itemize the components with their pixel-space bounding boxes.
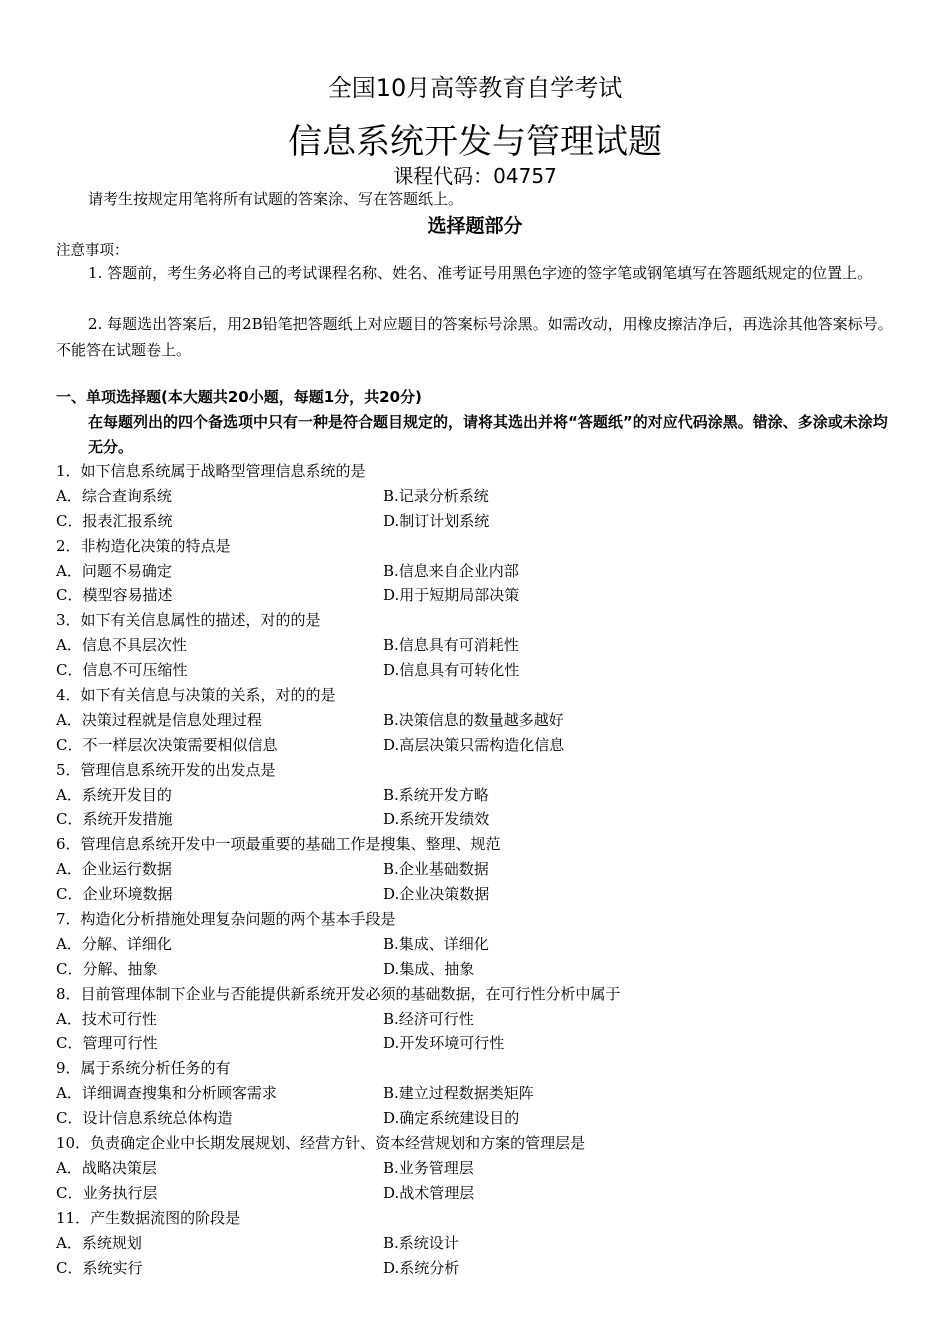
option-a: A．综合查询系统 [56, 486, 172, 505]
question-stem: 11．产生数据流图的阶段是 [56, 1208, 241, 1227]
option-c: C．业务执行层 [56, 1183, 158, 1202]
option-b: B.系统开发方略 [383, 785, 489, 804]
option-a: A．战略决策层 [56, 1158, 157, 1177]
note-item-2: 2. 每题选出答案后，用2B铅笔把答题纸上对应题目的答案标号涂黑。如需改动，用橡皮擦洁净后，再选涂其他答案标号。不能答在试题卷上。 [56, 315, 893, 359]
option-c: C．系统实行 [56, 1258, 143, 1277]
option-b: B.业务管理层 [383, 1158, 474, 1177]
section-title: 选择题部分 [427, 215, 523, 237]
option-row [56, 1156, 916, 1181]
option-d: D.开发环境可行性 [383, 1034, 505, 1053]
course-code: 课程代码：04757 [393, 164, 557, 188]
option-c: C．分解、抽象 [56, 959, 158, 978]
part-instruction: 在每题列出的四个备选项中只有一种是符合题目规定的，请将其选出并将“答题纸”的对应代码涂黑。错涂、多涂或未涂均无分。 [88, 413, 888, 456]
option-a: A．决策过程就是信息处理过程 [56, 710, 262, 729]
option-b: B.信息来自企业内部 [383, 561, 519, 580]
option-row [56, 1106, 916, 1131]
top-instruction: 请考生按规定用笔将所有试题的答案涂、写在答题纸上。 [88, 190, 464, 208]
option-d: D.信息具有可转化性 [383, 661, 520, 680]
option-row [56, 882, 916, 907]
part-title: 一、单项选择题(本大题共20小题，每题1分，共20分) [56, 388, 422, 406]
option-d: D.集成、抽象 [383, 959, 475, 978]
question-stem: 8．目前管理体制下企业与否能提供新系统开发必须的基础数据，在可行性分析中属于 [56, 984, 621, 1003]
option-row [56, 484, 916, 509]
question-stem: 6．管理信息系统开发中一项最重要的基础工作是搜集、整理、规范 [56, 835, 501, 854]
option-b: B.信息具有可消耗性 [383, 636, 519, 655]
option-c: C．不一样层次决策需要相似信息 [56, 735, 278, 754]
option-row [56, 583, 916, 608]
option-row [56, 1081, 916, 1106]
option-d: D.确定系统建设目的 [383, 1109, 520, 1128]
option-row [56, 509, 916, 534]
option-d: D.系统分析 [383, 1258, 460, 1277]
option-a: A．系统规划 [56, 1233, 142, 1252]
option-b: B.企业基础数据 [383, 860, 489, 879]
option-row [56, 1181, 916, 1206]
option-d: D.企业决策数据 [383, 885, 490, 904]
option-row [56, 807, 916, 832]
option-c: C．模型容易描述 [56, 586, 173, 605]
option-a: A．系统开发目的 [56, 785, 172, 804]
option-a: A．信息不具层次性 [56, 636, 187, 655]
option-row [56, 633, 916, 658]
question-stem: 1．如下信息系统属于战略型管理信息系统的是 [56, 462, 366, 480]
option-d: D.系统开发绩效 [383, 810, 490, 829]
option-row [56, 783, 916, 808]
option-b: B.系统设计 [383, 1233, 459, 1252]
note-item-1: 1. 答题前，考生务必将自己的考试课程名称、姓名、准考证号用黑色字迹的签字笔或钢笔填写在答题纸规定的位置上。 [88, 264, 873, 282]
question-list [56, 459, 916, 1280]
option-row [56, 1031, 916, 1056]
option-c: C．系统开发措施 [56, 810, 173, 829]
option-b: B.决策信息的数量越多越好 [383, 710, 564, 729]
question-stem: 4．如下有关信息与决策的关系，对的的是 [56, 686, 336, 705]
question-stem: 9．属于系统分析任务的有 [56, 1059, 231, 1078]
option-c: C．企业环境数据 [56, 885, 173, 904]
option-a: A．分解、详细化 [56, 934, 172, 953]
option-row [56, 1007, 916, 1032]
option-a: A．详细调查搜集和分析顾客需求 [56, 1084, 277, 1103]
paper-title: 信息系统开发与管理试题 [288, 122, 662, 162]
option-row [56, 559, 916, 584]
option-c: C．信息不可压缩性 [56, 661, 188, 680]
question-stem: 7．构造化分析措施处理复杂问题的两个基本手段是 [56, 910, 396, 929]
option-a: A．企业运行数据 [56, 860, 172, 879]
option-row [56, 708, 916, 733]
option-row [56, 1256, 916, 1281]
option-c: C．设计信息系统总体构造 [56, 1109, 233, 1128]
option-row [56, 733, 916, 758]
option-c: C．管理可行性 [56, 1034, 158, 1053]
option-a: A．问题不易确定 [56, 561, 172, 580]
option-b: B.建立过程数据类矩阵 [383, 1084, 534, 1103]
option-row [56, 658, 916, 683]
question-stem: 5．管理信息系统开发的出发点是 [56, 760, 276, 779]
question-stem: 10．负责确定企业中长期发展规划、经营方针、资本经营规划和方案的管理层是 [56, 1134, 586, 1153]
option-d: D.用于短期局部决策 [383, 586, 520, 605]
option-d: D.战术管理层 [383, 1183, 475, 1202]
option-row [56, 957, 916, 982]
option-row [56, 1231, 916, 1256]
option-d: D.制订计划系统 [383, 511, 490, 530]
option-c: C．报表汇报系统 [56, 511, 173, 530]
question-stem: 2．非构造化决策的特点是 [56, 536, 231, 555]
option-b: B.集成、详细化 [383, 934, 489, 953]
question-stem: 3．如下有关信息属性的描述，对的的是 [56, 611, 321, 630]
option-b: B.记录分析系统 [383, 486, 489, 505]
option-row [56, 857, 916, 882]
option-a: A．技术可行性 [56, 1009, 157, 1028]
option-b: B.经济可行性 [383, 1009, 474, 1028]
notes-title: 注意事项： [56, 243, 129, 259]
option-row [56, 932, 916, 957]
exam-name: 全国10月高等教育自学考试 [327, 74, 623, 102]
option-d: D.高层决策只需构造化信息 [383, 735, 565, 754]
